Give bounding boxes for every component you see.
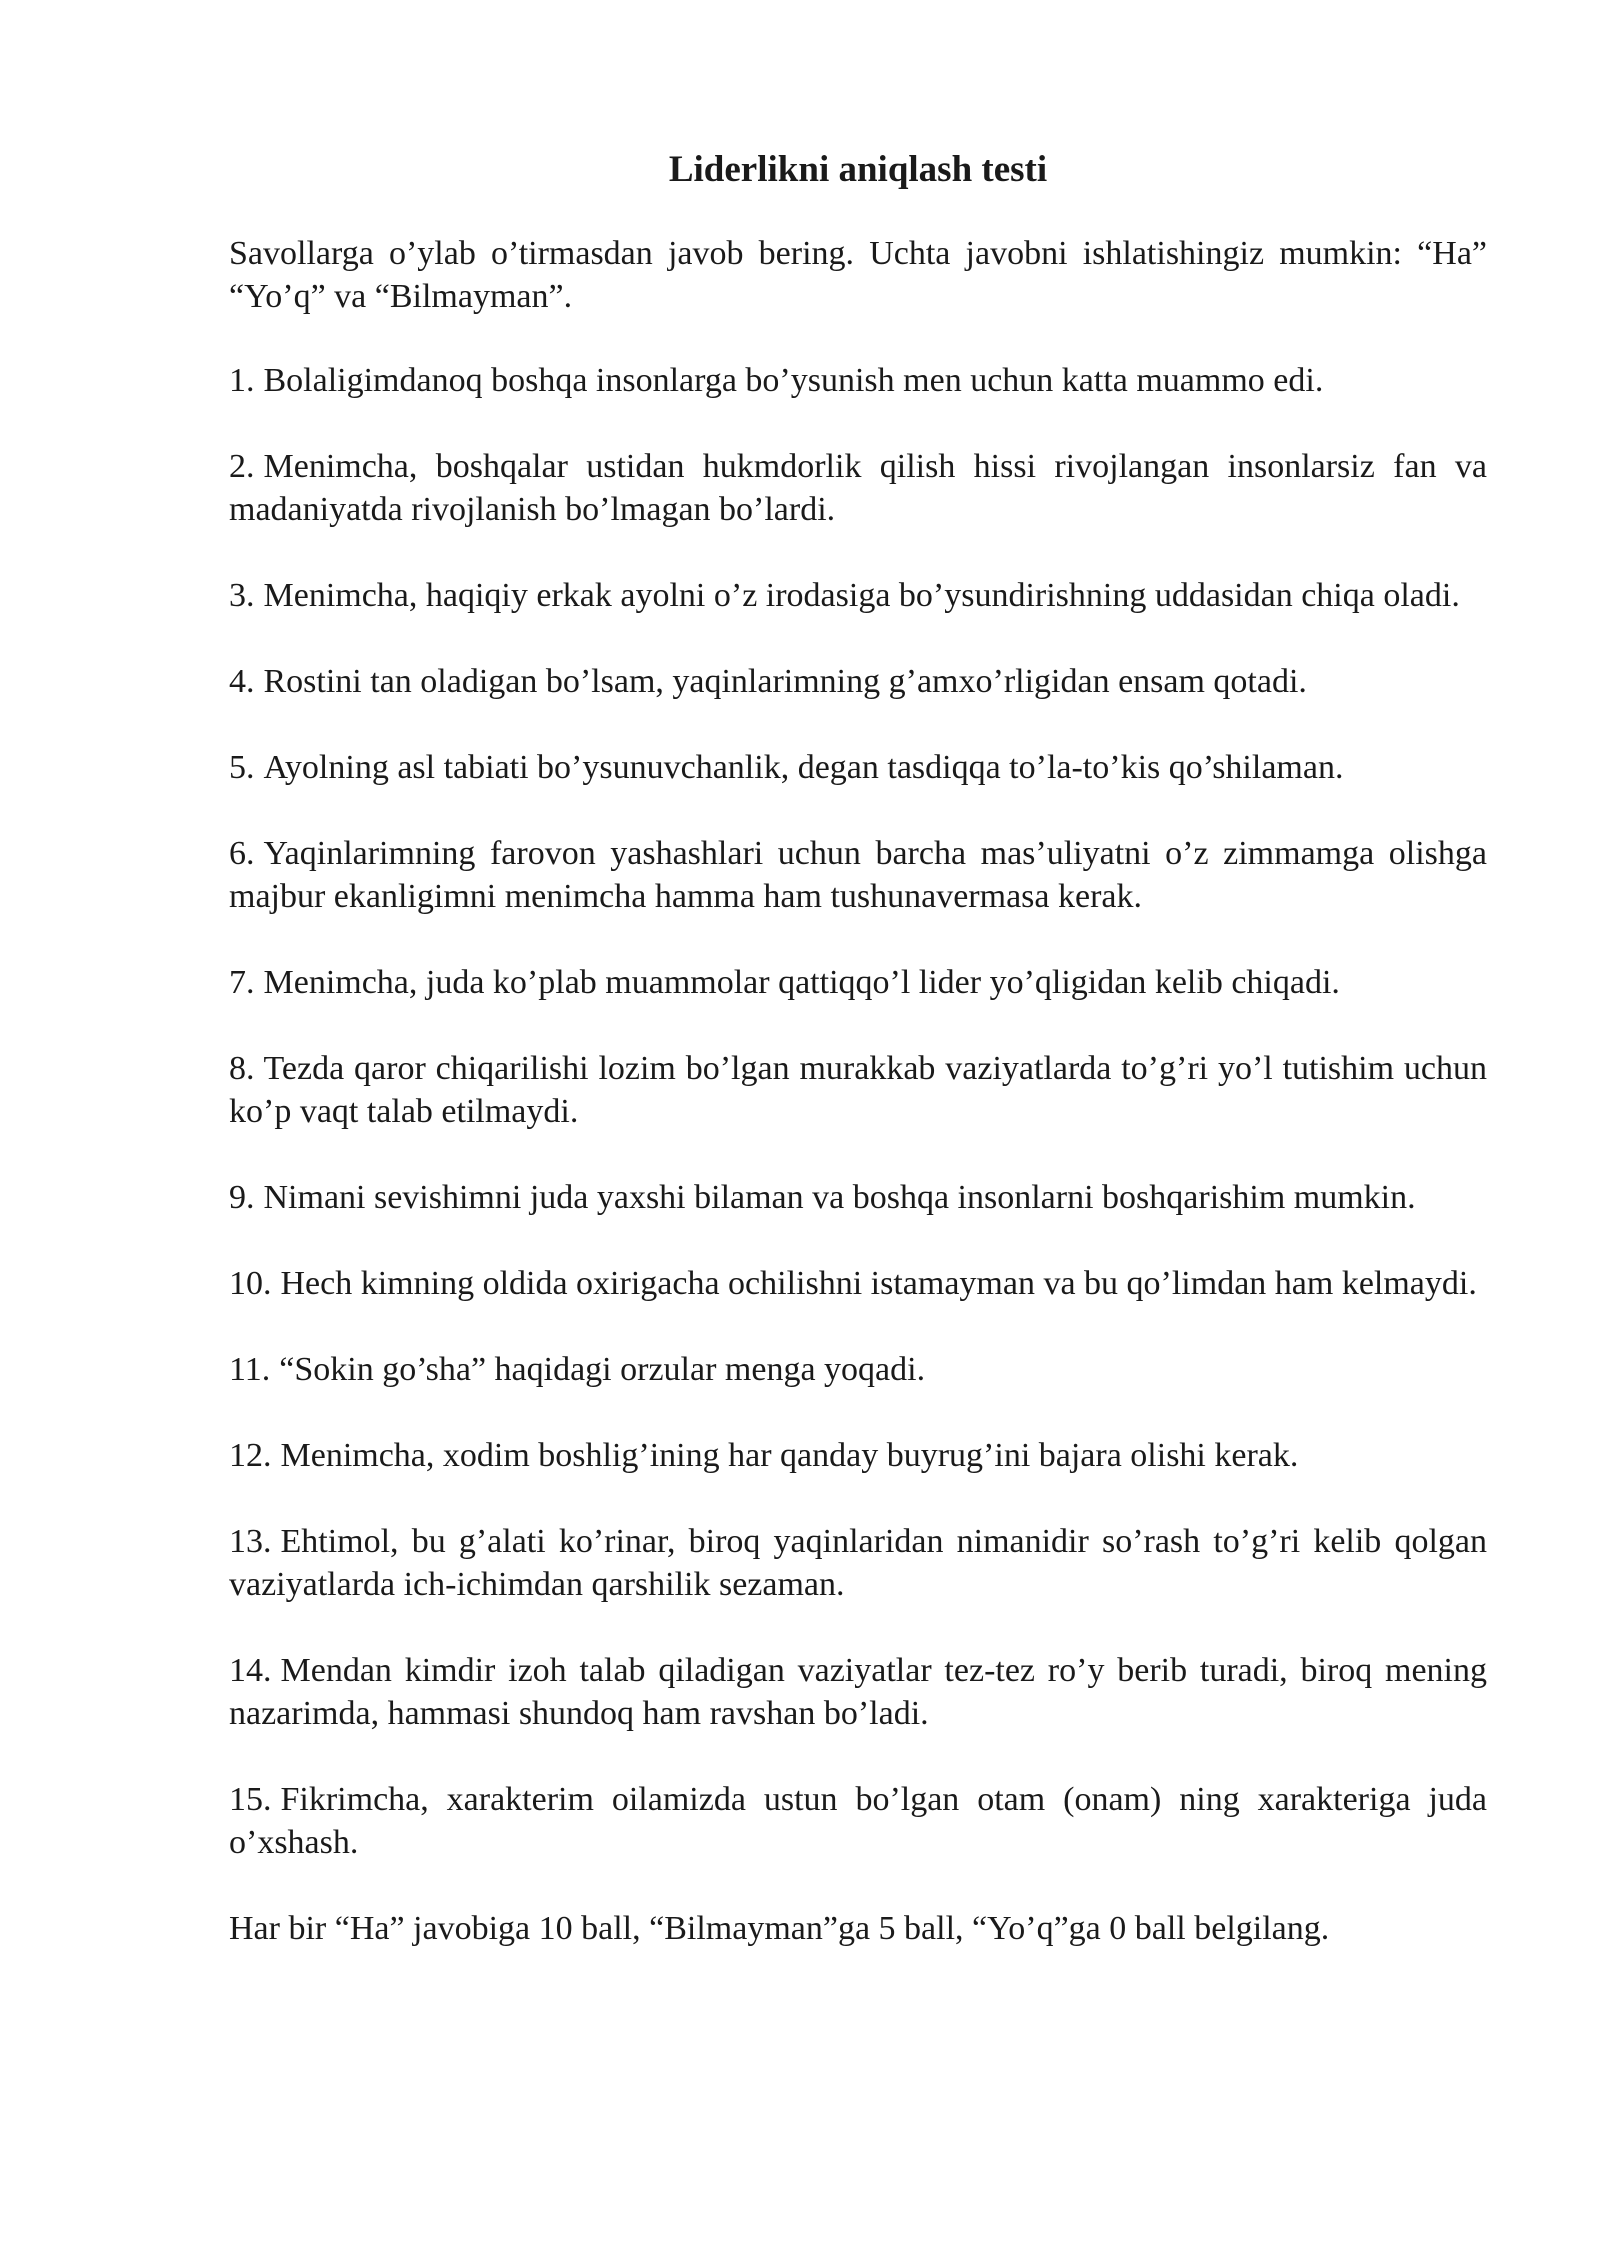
question-item bbox=[229, 359, 1487, 402]
instructions-paragraph: Savollarga o’ylab o’tirmasdan javob bering. Uchta javobni ishlatishingiz mumkin: “Ha” “Yo’q” va “Bilmayman”. bbox=[229, 235, 1487, 316]
question-text: Ehtimol, bu g’alati ko’rinar, biroq yaqinlaridan nimanidir so’rash to’g’ri kelib qolgan vaziyatlarda ich-ichimdan qarshilik sezaman. bbox=[229, 1523, 1487, 1604]
question-number: 11. bbox=[229, 1351, 271, 1389]
question-text: Menimcha, boshqalar ustidan hukmdorlik qilish hissi rivojlangan insonlarsiz fan va madaniyatda rivojlanish bo’lmagan bo’lardi. bbox=[229, 448, 1487, 529]
question-item bbox=[229, 1778, 1487, 1864]
question-text: Ayolning asl tabiati bo’ysunuvchanlik, degan tasdiqqa to’la-to’kis qo’shilaman. bbox=[263, 749, 1344, 787]
question-number: 3. bbox=[229, 577, 255, 615]
question-text: Menimcha, juda ko’plab muammolar qattiqqo’l lider yo’qligidan kelib chiqadi. bbox=[263, 964, 1340, 1002]
question-number: 5. bbox=[229, 749, 255, 787]
question-text: Bolaligimdanoq boshqa insonlarga bo’ysunish men uchun katta muammo edi. bbox=[263, 362, 1324, 400]
question-number: 9. bbox=[229, 1179, 255, 1217]
question-number: 15. bbox=[229, 1781, 272, 1819]
question-number: 13. bbox=[229, 1523, 272, 1561]
question-number: 12. bbox=[229, 1437, 272, 1475]
question-item bbox=[229, 746, 1487, 789]
question-text: Nimani sevishimni juda yaxshi bilaman va boshqa insonlarni boshqarishim mumkin. bbox=[263, 1179, 1416, 1217]
document-title: Liderlikni aniqlash testi bbox=[668, 149, 1048, 190]
question-item bbox=[229, 832, 1487, 918]
document-body bbox=[229, 148, 1487, 1993]
question-number: 10. bbox=[229, 1265, 272, 1303]
question-item bbox=[229, 1348, 1487, 1391]
question-text: Menimcha, xodim boshlig’ining har qanday buyrug’ini bajara olishi kerak. bbox=[280, 1437, 1299, 1475]
question-text: Yaqinlarimning farovon yashashlari uchun barcha mas’uliyatni o’z zimmamga olishga majbur ekanligimni menimcha hamma ham tushunavermasa kerak. bbox=[229, 835, 1487, 916]
question-item bbox=[229, 961, 1487, 1004]
question-number: 4. bbox=[229, 663, 255, 701]
question-text: Menimcha, haqiqiy erkak ayolni o’z irodasiga bo’ysundirishning uddasidan chiqa oladi. bbox=[263, 577, 1460, 615]
question-item bbox=[229, 660, 1487, 703]
question-text: Hech kimning oldida oxirigacha ochilishni istamayman va bu qo’limdan ham kelmaydi. bbox=[280, 1265, 1477, 1303]
question-number: 2. bbox=[229, 448, 255, 486]
question-item bbox=[229, 445, 1487, 531]
scoring-instructions: Har bir “Ha” javobiga 10 ball, “Bilmayman”ga 5 ball, “Yo’q”ga 0 ball belgilang. bbox=[229, 1910, 1330, 1948]
question-text: Fikrimcha, xarakterim oilamizda ustun bo’lgan otam (onam) ning xarakteriga juda o’xshash. bbox=[229, 1781, 1487, 1862]
question-text: “Sokin go’sha” haqidagi orzular menga yoqadi. bbox=[279, 1351, 926, 1389]
question-item bbox=[229, 1434, 1487, 1477]
question-item bbox=[229, 1262, 1487, 1305]
question-text: Tezda qaror chiqarilishi lozim bo’lgan murakkab vaziyatlarda to’g’ri yo’l tutishim uchun ko’p vaqt talab etilmaydi. bbox=[229, 1050, 1487, 1131]
question-list bbox=[229, 359, 1487, 1864]
question-item bbox=[229, 1520, 1487, 1606]
question-item bbox=[229, 574, 1487, 617]
question-number: 6. bbox=[229, 835, 255, 873]
question-item bbox=[229, 1047, 1487, 1133]
question-text: Mendan kimdir izoh talab qiladigan vaziyatlar tez-tez ro’y berib turadi, biroq mening nazarimda, hammasi shundoq ham ravshan bo’ladi. bbox=[229, 1652, 1487, 1733]
question-text: Rostini tan oladigan bo’lsam, yaqinlarimning g’amxo’rligidan ensam qotadi. bbox=[263, 663, 1307, 701]
question-number: 8. bbox=[229, 1050, 255, 1088]
question-number: 7. bbox=[229, 964, 255, 1002]
question-number: 14. bbox=[229, 1652, 272, 1690]
question-number: 1. bbox=[229, 362, 255, 400]
question-item bbox=[229, 1649, 1487, 1735]
question-item bbox=[229, 1176, 1487, 1219]
